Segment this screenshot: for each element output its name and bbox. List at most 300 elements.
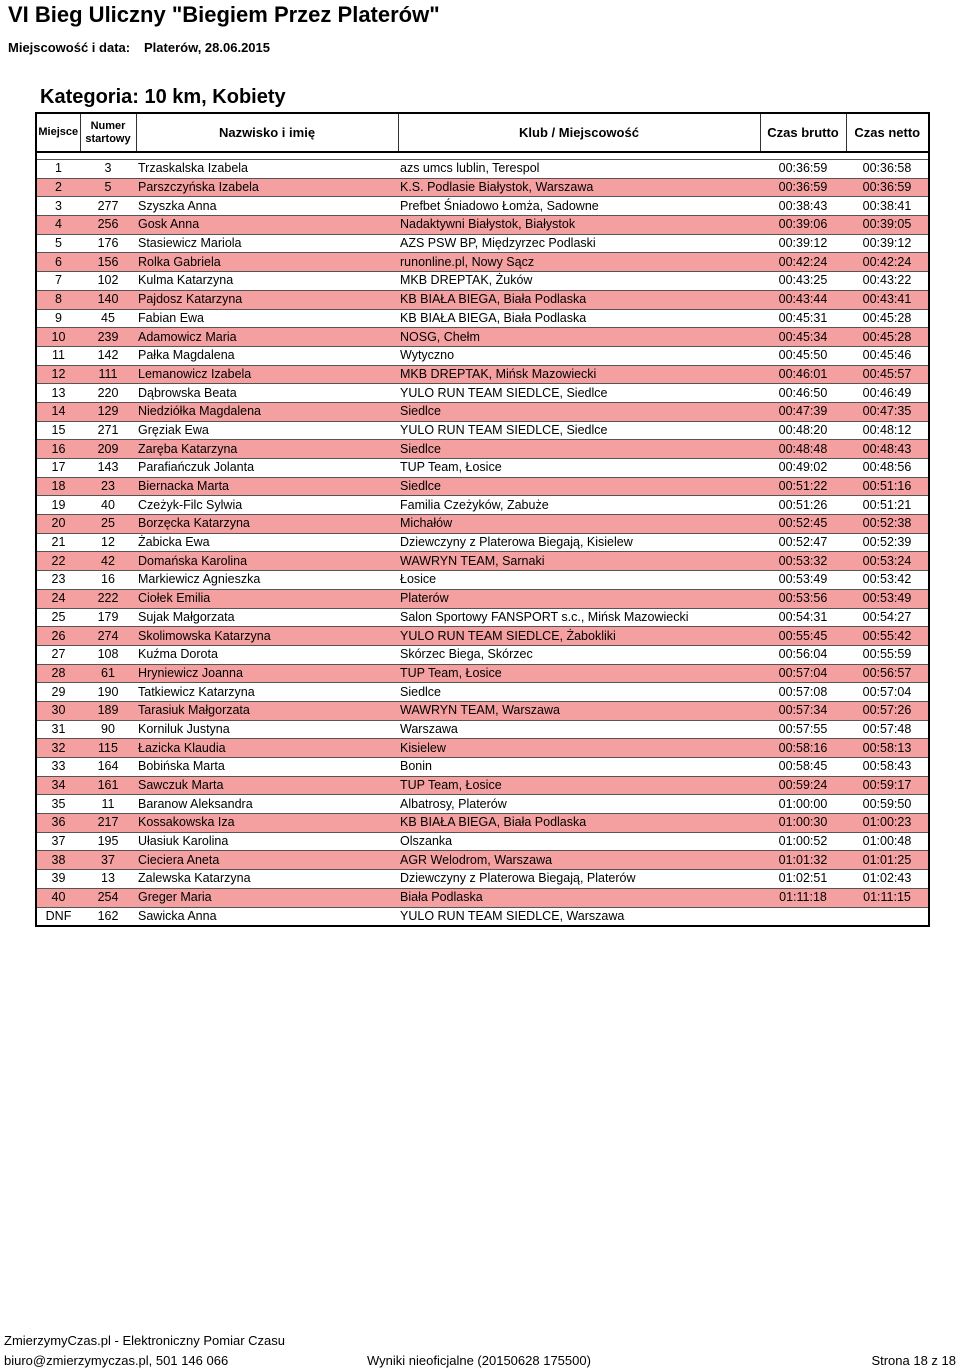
cell-gross-time: 00:45:50 <box>760 346 846 365</box>
cell-gross-time: 01:00:00 <box>760 795 846 814</box>
table-row <box>36 160 929 179</box>
cell-net-time: 00:36:58 <box>846 160 929 179</box>
cell-bib: 254 <box>80 888 136 907</box>
table-row <box>36 178 929 197</box>
table-row <box>36 290 929 309</box>
col-header-gross-time: Czas brutto <box>760 113 846 152</box>
cell-club: Siedlce <box>398 402 760 421</box>
cell-club: AGR Welodrom, Warszawa <box>398 851 760 870</box>
cell-club: TUP Team, Łosice <box>398 664 760 683</box>
cell-gross-time: 01:00:52 <box>760 832 846 851</box>
cell-gross-time: 01:11:18 <box>760 888 846 907</box>
cell-club: K.S. Podlasie Białystok, Warszawa <box>398 178 760 197</box>
cell-gross-time: 00:46:50 <box>760 384 846 403</box>
cell-net-time: 00:54:27 <box>846 608 929 627</box>
header-spacer-row <box>36 152 929 160</box>
cell-bib: 142 <box>80 346 136 365</box>
cell-name: Parszczyńska Izabela <box>136 178 398 197</box>
footer-status: Wyniki nieoficjalne (20150628 175500) <box>367 1353 591 1368</box>
cell-gross-time: 01:01:32 <box>760 851 846 870</box>
cell-club: Nadaktywni Białystok, Białystok <box>398 216 760 235</box>
cell-name: Łazicka Klaudia <box>136 739 398 758</box>
table-row <box>36 720 929 739</box>
cell-name: Pałka Magdalena <box>136 346 398 365</box>
cell-club: azs umcs lublin, Terespol <box>398 160 760 179</box>
cell-name: Ułasiuk Karolina <box>136 832 398 851</box>
cell-name: Sujak Małgorzata <box>136 608 398 627</box>
cell-club: Albatrosy, Platerów <box>398 795 760 814</box>
cell-bib: 37 <box>80 851 136 870</box>
table-row <box>36 272 929 291</box>
cell-club: NOSG, Chełm <box>398 328 760 347</box>
table-header-row <box>36 113 929 152</box>
cell-name: Czeżyk-Filc Sylwia <box>136 496 398 515</box>
cell-name: Zaręba Katarzyna <box>136 440 398 459</box>
cell-name: Borzęcka Katarzyna <box>136 515 398 534</box>
table-row <box>36 197 929 216</box>
col-header-club: Klub / Miejscowość <box>398 113 760 152</box>
category-heading: Kategoria: 10 km, Kobiety <box>40 86 286 108</box>
cell-name: Żabicka Ewa <box>136 533 398 552</box>
cell-net-time: 00:45:57 <box>846 365 929 384</box>
cell-bib: 239 <box>80 328 136 347</box>
cell-bib: 5 <box>80 178 136 197</box>
cell-place: 20 <box>36 515 80 534</box>
cell-gross-time: 00:55:45 <box>760 627 846 646</box>
col-header-bib: Numer startowy <box>80 113 136 152</box>
table-row <box>36 402 929 421</box>
cell-net-time: 01:02:43 <box>846 870 929 889</box>
table-row <box>36 515 929 534</box>
cell-net-time: 00:48:43 <box>846 440 929 459</box>
cell-name: Adamowicz Maria <box>136 328 398 347</box>
cell-net-time: 00:36:59 <box>846 178 929 197</box>
cell-net-time: 00:42:24 <box>846 253 929 272</box>
table-row <box>36 533 929 552</box>
spacer-cell <box>36 152 929 160</box>
cell-gross-time: 00:47:39 <box>760 402 846 421</box>
cell-club: Bonin <box>398 758 760 777</box>
table-row <box>36 384 929 403</box>
cell-gross-time: 01:02:51 <box>760 870 846 889</box>
cell-bib: 179 <box>80 608 136 627</box>
cell-net-time: 01:01:25 <box>846 851 929 870</box>
cell-gross-time: 00:58:16 <box>760 739 846 758</box>
cell-net-time: 00:53:49 <box>846 589 929 608</box>
cell-place: 12 <box>36 365 80 384</box>
cell-name: Sawczuk Marta <box>136 776 398 795</box>
cell-gross-time <box>760 907 846 926</box>
table-row <box>36 328 929 347</box>
cell-club: Michałów <box>398 515 760 534</box>
table-row <box>36 701 929 720</box>
cell-place: 2 <box>36 178 80 197</box>
cell-club: Dziewczyny z Platerowa Biegają, Kisielew <box>398 533 760 552</box>
cell-gross-time: 00:57:55 <box>760 720 846 739</box>
cell-name: Rolka Gabriela <box>136 253 398 272</box>
cell-name: Zalewska Katarzyna <box>136 870 398 889</box>
cell-net-time: 00:56:57 <box>846 664 929 683</box>
cell-place: 26 <box>36 627 80 646</box>
cell-bib: 209 <box>80 440 136 459</box>
cell-net-time: 00:59:17 <box>846 776 929 795</box>
table-row <box>36 776 929 795</box>
cell-club: KB BIAŁA BIEGA, Biała Podlaska <box>398 309 760 328</box>
cell-gross-time: 00:42:24 <box>760 253 846 272</box>
cell-net-time: 00:55:42 <box>846 627 929 646</box>
cell-bib: 277 <box>80 197 136 216</box>
cell-gross-time: 00:45:34 <box>760 328 846 347</box>
cell-bib: 195 <box>80 832 136 851</box>
cell-gross-time: 00:58:45 <box>760 758 846 777</box>
cell-net-time: 01:00:23 <box>846 814 929 833</box>
cell-net-time: 00:57:04 <box>846 683 929 702</box>
table-row <box>36 571 929 590</box>
cell-net-time: 00:57:48 <box>846 720 929 739</box>
cell-gross-time: 00:53:56 <box>760 589 846 608</box>
results-table <box>35 112 930 927</box>
cell-bib: 161 <box>80 776 136 795</box>
cell-club: Familia Czeżyków, Zabuże <box>398 496 760 515</box>
cell-place: 23 <box>36 571 80 590</box>
table-row <box>36 589 929 608</box>
table-row <box>36 234 929 253</box>
cell-bib: 40 <box>80 496 136 515</box>
cell-place: 14 <box>36 402 80 421</box>
cell-name: Kossakowska Iza <box>136 814 398 833</box>
cell-place: 4 <box>36 216 80 235</box>
cell-club: Wytyczno <box>398 346 760 365</box>
cell-place: 38 <box>36 851 80 870</box>
cell-name: Korniluk Justyna <box>136 720 398 739</box>
table-row <box>36 645 929 664</box>
cell-net-time: 00:43:41 <box>846 290 929 309</box>
cell-gross-time: 00:43:44 <box>760 290 846 309</box>
cell-club: Olszanka <box>398 832 760 851</box>
cell-club: Siedlce <box>398 683 760 702</box>
cell-gross-time: 00:53:49 <box>760 571 846 590</box>
cell-gross-time: 00:36:59 <box>760 178 846 197</box>
cell-gross-time: 00:52:45 <box>760 515 846 534</box>
cell-bib: 3 <box>80 160 136 179</box>
cell-name: Stasiewicz Mariola <box>136 234 398 253</box>
cell-net-time: 00:48:56 <box>846 459 929 478</box>
cell-gross-time: 00:51:22 <box>760 477 846 496</box>
cell-place: 31 <box>36 720 80 739</box>
table-row <box>36 664 929 683</box>
cell-place: DNF <box>36 907 80 926</box>
cell-net-time: 00:55:59 <box>846 645 929 664</box>
cell-place: 27 <box>36 645 80 664</box>
cell-name: Dąbrowska Beata <box>136 384 398 403</box>
cell-bib: 271 <box>80 421 136 440</box>
cell-bib: 115 <box>80 739 136 758</box>
cell-name: Biernacka Marta <box>136 477 398 496</box>
cell-name: Domańska Karolina <box>136 552 398 571</box>
cell-gross-time: 00:36:59 <box>760 160 846 179</box>
cell-bib: 140 <box>80 290 136 309</box>
cell-gross-time: 00:46:01 <box>760 365 846 384</box>
cell-bib: 189 <box>80 701 136 720</box>
cell-club: MKB DREPTAK, Żuków <box>398 272 760 291</box>
cell-net-time: 00:52:39 <box>846 533 929 552</box>
cell-bib: 90 <box>80 720 136 739</box>
cell-net-time: 00:38:41 <box>846 197 929 216</box>
cell-place: 32 <box>36 739 80 758</box>
cell-place: 16 <box>36 440 80 459</box>
cell-bib: 162 <box>80 907 136 926</box>
cell-bib: 217 <box>80 814 136 833</box>
table-row <box>36 832 929 851</box>
cell-bib: 25 <box>80 515 136 534</box>
cell-name: Baranow Aleksandra <box>136 795 398 814</box>
cell-club: Skórzec Biega, Skórzec <box>398 645 760 664</box>
cell-club: WAWRYN TEAM, Sarnaki <box>398 552 760 571</box>
cell-net-time: 00:45:28 <box>846 309 929 328</box>
cell-net-time: 00:58:43 <box>846 758 929 777</box>
cell-place: 34 <box>36 776 80 795</box>
cell-name: Sawicka Anna <box>136 907 398 926</box>
cell-gross-time: 01:00:30 <box>760 814 846 833</box>
table-row <box>36 253 929 272</box>
cell-club: Łosice <box>398 571 760 590</box>
cell-net-time <box>846 907 929 926</box>
cell-net-time: 00:39:12 <box>846 234 929 253</box>
table-row <box>36 907 929 926</box>
footer-contact: biuro@zmierzymyczas.pl, 501 146 066 <box>4 1353 229 1368</box>
cell-club: Siedlce <box>398 477 760 496</box>
cell-name: Kuźma Dorota <box>136 645 398 664</box>
cell-name: Tarasiuk Małgorzata <box>136 701 398 720</box>
table-row <box>36 459 929 478</box>
cell-club: Biała Podlaska <box>398 888 760 907</box>
cell-name: Bobińska Marta <box>136 758 398 777</box>
cell-net-time: 00:53:42 <box>846 571 929 590</box>
table-row <box>36 608 929 627</box>
table-row <box>36 795 929 814</box>
cell-net-time: 01:11:15 <box>846 888 929 907</box>
event-meta <box>8 40 270 55</box>
cell-gross-time: 00:39:12 <box>760 234 846 253</box>
cell-net-time: 00:45:28 <box>846 328 929 347</box>
cell-club: Prefbet Śniadowo Łomża, Sadowne <box>398 197 760 216</box>
cell-club: Salon Sportowy FANSPORT s.c., Mińsk Mazowiecki <box>398 608 760 627</box>
cell-gross-time: 00:48:20 <box>760 421 846 440</box>
cell-place: 18 <box>36 477 80 496</box>
cell-bib: 176 <box>80 234 136 253</box>
cell-bib: 220 <box>80 384 136 403</box>
cell-gross-time: 00:48:48 <box>760 440 846 459</box>
cell-place: 19 <box>36 496 80 515</box>
cell-bib: 23 <box>80 477 136 496</box>
cell-club: KB BIAŁA BIEGA, Biała Podlaska <box>398 290 760 309</box>
cell-bib: 42 <box>80 552 136 571</box>
cell-gross-time: 00:45:31 <box>760 309 846 328</box>
cell-club: AZS PSW BP, Międzyrzec Podlaski <box>398 234 760 253</box>
cell-gross-time: 00:57:04 <box>760 664 846 683</box>
cell-bib: 12 <box>80 533 136 552</box>
cell-net-time: 00:53:24 <box>846 552 929 571</box>
cell-place: 11 <box>36 346 80 365</box>
cell-gross-time: 00:56:04 <box>760 645 846 664</box>
cell-place: 36 <box>36 814 80 833</box>
cell-bib: 222 <box>80 589 136 608</box>
table-row <box>36 440 929 459</box>
cell-net-time: 00:51:21 <box>846 496 929 515</box>
table-row <box>36 477 929 496</box>
cell-net-time: 00:47:35 <box>846 402 929 421</box>
table-row <box>36 552 929 571</box>
cell-name: Trzaskalska Izabela <box>136 160 398 179</box>
meta-label: Miejscowość i data: <box>8 40 131 55</box>
cell-club: Kisielew <box>398 739 760 758</box>
table-row <box>36 739 929 758</box>
cell-place: 15 <box>36 421 80 440</box>
cell-bib: 156 <box>80 253 136 272</box>
table-row <box>36 309 929 328</box>
cell-name: Ciołek Emilia <box>136 589 398 608</box>
cell-name: Tatkiewicz Katarzyna <box>136 683 398 702</box>
cell-club: Siedlce <box>398 440 760 459</box>
cell-club: YULO RUN TEAM SIEDLCE, Siedlce <box>398 384 760 403</box>
table-row <box>36 496 929 515</box>
cell-gross-time: 00:39:06 <box>760 216 846 235</box>
cell-place: 5 <box>36 234 80 253</box>
cell-name: Lemanowicz Izabela <box>136 365 398 384</box>
cell-club: YULO RUN TEAM SIEDLCE, Żabokliki <box>398 627 760 646</box>
cell-bib: 13 <box>80 870 136 889</box>
table-row <box>36 888 929 907</box>
cell-bib: 143 <box>80 459 136 478</box>
cell-place: 7 <box>36 272 80 291</box>
cell-bib: 108 <box>80 645 136 664</box>
cell-net-time: 00:57:26 <box>846 701 929 720</box>
cell-place: 1 <box>36 160 80 179</box>
cell-place: 33 <box>36 758 80 777</box>
cell-name: Skolimowska Katarzyna <box>136 627 398 646</box>
cell-club: Warszawa <box>398 720 760 739</box>
cell-gross-time: 00:43:25 <box>760 272 846 291</box>
cell-place: 40 <box>36 888 80 907</box>
cell-gross-time: 00:54:31 <box>760 608 846 627</box>
cell-place: 17 <box>36 459 80 478</box>
cell-club: MKB DREPTAK, Mińsk Mazowiecki <box>398 365 760 384</box>
cell-club: YULO RUN TEAM SIEDLCE, Warszawa <box>398 907 760 926</box>
cell-net-time: 00:51:16 <box>846 477 929 496</box>
cell-gross-time: 00:51:26 <box>760 496 846 515</box>
cell-club: WAWRYN TEAM, Warszawa <box>398 701 760 720</box>
cell-place: 24 <box>36 589 80 608</box>
col-header-place: Miejsce <box>36 113 80 152</box>
cell-place: 8 <box>36 290 80 309</box>
cell-club: KB BIAŁA BIEGA, Biała Podlaska <box>398 814 760 833</box>
cell-bib: 16 <box>80 571 136 590</box>
table-row <box>36 758 929 777</box>
cell-name: Pajdosz Katarzyna <box>136 290 398 309</box>
cell-gross-time: 00:49:02 <box>760 459 846 478</box>
cell-name: Gosk Anna <box>136 216 398 235</box>
col-header-net-time: Czas netto <box>846 113 929 152</box>
cell-bib: 256 <box>80 216 136 235</box>
cell-place: 3 <box>36 197 80 216</box>
cell-place: 10 <box>36 328 80 347</box>
cell-gross-time: 00:57:08 <box>760 683 846 702</box>
table-row <box>36 346 929 365</box>
page-title: VI Bieg Uliczny "Biegiem Przez Platerów" <box>8 2 440 27</box>
cell-place: 13 <box>36 384 80 403</box>
cell-name: Gręziak Ewa <box>136 421 398 440</box>
cell-bib: 190 <box>80 683 136 702</box>
table-row <box>36 216 929 235</box>
cell-bib: 129 <box>80 402 136 421</box>
cell-club: Dziewczyny z Platerowa Biegają, Platerów <box>398 870 760 889</box>
cell-net-time: 01:00:48 <box>846 832 929 851</box>
cell-place: 6 <box>36 253 80 272</box>
cell-bib: 102 <box>80 272 136 291</box>
cell-name: Cieciera Aneta <box>136 851 398 870</box>
cell-place: 9 <box>36 309 80 328</box>
cell-name: Greger Maria <box>136 888 398 907</box>
cell-gross-time: 00:59:24 <box>760 776 846 795</box>
cell-name: Markiewicz Agnieszka <box>136 571 398 590</box>
cell-place: 21 <box>36 533 80 552</box>
cell-club: YULO RUN TEAM SIEDLCE, Siedlce <box>398 421 760 440</box>
cell-place: 29 <box>36 683 80 702</box>
cell-name: Szyszka Anna <box>136 197 398 216</box>
cell-gross-time: 00:38:43 <box>760 197 846 216</box>
cell-bib: 61 <box>80 664 136 683</box>
cell-place: 28 <box>36 664 80 683</box>
table-row <box>36 870 929 889</box>
cell-place: 39 <box>36 870 80 889</box>
cell-name: Hryniewicz Joanna <box>136 664 398 683</box>
cell-place: 25 <box>36 608 80 627</box>
cell-name: Fabian Ewa <box>136 309 398 328</box>
cell-bib: 11 <box>80 795 136 814</box>
cell-club: runonline.pl, Nowy Sącz <box>398 253 760 272</box>
cell-bib: 45 <box>80 309 136 328</box>
cell-gross-time: 00:52:47 <box>760 533 846 552</box>
footer-company: ZmierzymyCzas.pl - Elektroniczny Pomiar Czasu <box>4 1333 286 1348</box>
cell-net-time: 00:52:38 <box>846 515 929 534</box>
cell-net-time: 00:58:13 <box>846 739 929 758</box>
cell-place: 35 <box>36 795 80 814</box>
cell-place: 22 <box>36 552 80 571</box>
cell-name: Parafiańczuk Jolanta <box>136 459 398 478</box>
cell-bib: 111 <box>80 365 136 384</box>
cell-net-time: 00:43:22 <box>846 272 929 291</box>
footer-page-number: Strona 18 z 18 <box>871 1353 956 1368</box>
cell-net-time: 00:45:46 <box>846 346 929 365</box>
cell-club: Platerów <box>398 589 760 608</box>
cell-gross-time: 00:53:32 <box>760 552 846 571</box>
cell-name: Kulma Katarzyna <box>136 272 398 291</box>
col-header-name: Nazwisko i imię <box>136 113 398 152</box>
table-row <box>36 851 929 870</box>
table-row <box>36 421 929 440</box>
table-row <box>36 683 929 702</box>
cell-gross-time: 00:57:34 <box>760 701 846 720</box>
table-row <box>36 627 929 646</box>
cell-net-time: 00:59:50 <box>846 795 929 814</box>
meta-value: Platerów, 28.06.2015 <box>144 40 270 55</box>
cell-bib: 164 <box>80 758 136 777</box>
table-row <box>36 365 929 384</box>
cell-place: 30 <box>36 701 80 720</box>
cell-club: TUP Team, Łosice <box>398 776 760 795</box>
cell-net-time: 00:48:12 <box>846 421 929 440</box>
cell-bib: 274 <box>80 627 136 646</box>
